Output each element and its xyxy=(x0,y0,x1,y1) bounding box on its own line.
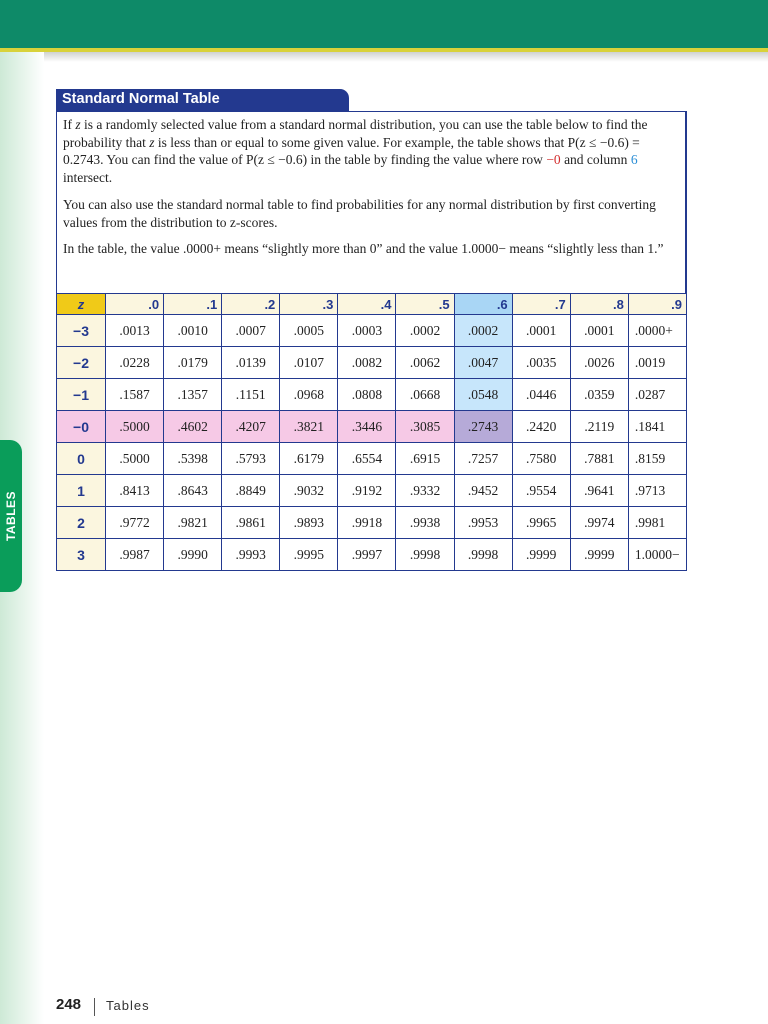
column-header: .7 xyxy=(512,294,570,315)
table-cell: .9998 xyxy=(396,539,454,571)
table-cell: .2119 xyxy=(570,411,628,443)
table-cell: .5000 xyxy=(106,443,164,475)
table-cell: .9965 xyxy=(512,507,570,539)
example-expression-2: P(z ≤ −0.6) xyxy=(245,152,308,167)
table-cell: .1841 xyxy=(628,411,686,443)
intro-paragraph-3: In the table, the value .0000+ means “slightly more than 0” and the value 1.0000− means “slightly less than 1.” xyxy=(63,241,664,256)
table-cell: .0107 xyxy=(280,347,338,379)
table-row xyxy=(57,475,687,507)
row-reference: −0 xyxy=(546,152,561,167)
table-header-row xyxy=(57,294,687,315)
row-header: −3 xyxy=(57,315,106,347)
table-cell: .0001 xyxy=(512,315,570,347)
table-cell: .6915 xyxy=(396,443,454,475)
table-cell: .0062 xyxy=(396,347,454,379)
table-cell: .0287 xyxy=(628,379,686,411)
table-row xyxy=(57,379,687,411)
table-cell: .9641 xyxy=(570,475,628,507)
column-header: .9 xyxy=(628,294,686,315)
row-header: 1 xyxy=(57,475,106,507)
table-cell: .0026 xyxy=(570,347,628,379)
table-cell: .5793 xyxy=(222,443,280,475)
table-cell: .0228 xyxy=(106,347,164,379)
header-shadow xyxy=(0,52,768,62)
column-header: .3 xyxy=(280,294,338,315)
table-cell: .8643 xyxy=(164,475,222,507)
table-cell: .0047 xyxy=(454,347,512,379)
table-cell: .8849 xyxy=(222,475,280,507)
table-cell: .9554 xyxy=(512,475,570,507)
table-cell: .9772 xyxy=(106,507,164,539)
table-cell: .0359 xyxy=(570,379,628,411)
table-cell: .0013 xyxy=(106,315,164,347)
column-header: .1 xyxy=(164,294,222,315)
table-cell: .9998 xyxy=(454,539,512,571)
table-cell: .0010 xyxy=(164,315,222,347)
table-cell: .7580 xyxy=(512,443,570,475)
table-cell: .1151 xyxy=(222,379,280,411)
table-cell: .0082 xyxy=(338,347,396,379)
footer-section-label: Tables xyxy=(106,998,150,1013)
table-cell: .0446 xyxy=(512,379,570,411)
example-expression: P(z ≤ −0.6) = 0.2743 xyxy=(63,134,640,167)
table-cell: .7881 xyxy=(570,443,628,475)
table-cell: .9192 xyxy=(338,475,396,507)
table-cell: .9993 xyxy=(222,539,280,571)
table-cell: .0000+ xyxy=(628,315,686,347)
table-row xyxy=(57,411,687,443)
column-header: .6 xyxy=(454,294,512,315)
table-row xyxy=(57,539,687,571)
table-cell: .9332 xyxy=(396,475,454,507)
table-cell: .6554 xyxy=(338,443,396,475)
table-cell: .4207 xyxy=(222,411,280,443)
section-title: Standard Normal Table xyxy=(62,91,220,107)
row-header: −0 xyxy=(57,411,106,443)
table-cell: .9995 xyxy=(280,539,338,571)
table-cell: .0019 xyxy=(628,347,686,379)
side-tab-tables[interactable] xyxy=(0,440,22,592)
table-cell: .9452 xyxy=(454,475,512,507)
table-row xyxy=(57,507,687,539)
table-cell: .9987 xyxy=(106,539,164,571)
table-cell: .9953 xyxy=(454,507,512,539)
page-number: 248 xyxy=(56,996,82,1013)
table-cell: .9990 xyxy=(164,539,222,571)
z-column-header: z xyxy=(57,294,106,315)
row-header: −2 xyxy=(57,347,106,379)
row-header: 0 xyxy=(57,443,106,475)
table-cell: .5000 xyxy=(106,411,164,443)
table-cell: .0139 xyxy=(222,347,280,379)
table-row xyxy=(57,315,687,347)
table-cell: .9999 xyxy=(570,539,628,571)
table-cell: .0668 xyxy=(396,379,454,411)
table-cell: .4602 xyxy=(164,411,222,443)
table-cell: .9893 xyxy=(280,507,338,539)
table-cell: .0002 xyxy=(454,315,512,347)
table-cell: .9713 xyxy=(628,475,686,507)
intro-paragraph-2: You can also use the standard normal table to find probabilities for any normal distribution by first converting values from the distribution to z-scores. xyxy=(63,197,656,230)
table-cell: .0179 xyxy=(164,347,222,379)
intro-paragraph-1: If z is a randomly selected value from a standard normal distribution, you can use the table below to find the probability that z is less than or equal to some given value. For example, the table shows that P(z ≤ −0.6) = 0.2743. You can find the value of P(z ≤ −0.6) in the table by finding the value where row −0 and column 6 intersect. xyxy=(63,117,648,185)
table-cell: .8159 xyxy=(628,443,686,475)
section-title-tab xyxy=(56,89,349,111)
side-tab-label: TABLES xyxy=(4,490,18,542)
table-cell: .9821 xyxy=(164,507,222,539)
table-cell: .9032 xyxy=(280,475,338,507)
table-cell: .9999 xyxy=(512,539,570,571)
row-header: 3 xyxy=(57,539,106,571)
table-cell: .0808 xyxy=(338,379,396,411)
table-cell: .7257 xyxy=(454,443,512,475)
column-header: .2 xyxy=(222,294,280,315)
table-cell: .0001 xyxy=(570,315,628,347)
table-cell: .5398 xyxy=(164,443,222,475)
table-cell: .3085 xyxy=(396,411,454,443)
row-header: 2 xyxy=(57,507,106,539)
column-reference: 6 xyxy=(630,152,638,167)
header-band xyxy=(0,0,768,48)
table-row xyxy=(57,347,687,379)
column-header: .4 xyxy=(338,294,396,315)
table-cell: .9997 xyxy=(338,539,396,571)
row-header: −1 xyxy=(57,379,106,411)
table-cell: .1587 xyxy=(106,379,164,411)
table-cell: .0002 xyxy=(396,315,454,347)
table-cell: .9974 xyxy=(570,507,628,539)
table-cell: .9981 xyxy=(628,507,686,539)
table-cell: .9918 xyxy=(338,507,396,539)
footer-divider xyxy=(94,998,95,1016)
table-cell: .6179 xyxy=(280,443,338,475)
table-cell: .8413 xyxy=(106,475,164,507)
table-cell: .2420 xyxy=(512,411,570,443)
column-header: .0 xyxy=(106,294,164,315)
table-cell: .1357 xyxy=(164,379,222,411)
column-header: .5 xyxy=(396,294,454,315)
table-cell: .9861 xyxy=(222,507,280,539)
table-cell: .2743 xyxy=(454,411,512,443)
table-cell: .3446 xyxy=(338,411,396,443)
table-cell: .0035 xyxy=(512,347,570,379)
table-cell: .0005 xyxy=(280,315,338,347)
table-cell: 1.0000− xyxy=(628,539,686,571)
table-row xyxy=(57,443,687,475)
table-cell: .0007 xyxy=(222,315,280,347)
column-header: .8 xyxy=(570,294,628,315)
table-cell: .0003 xyxy=(338,315,396,347)
table-cell: .3821 xyxy=(280,411,338,443)
standard-normal-table xyxy=(56,293,687,571)
table-cell: .9938 xyxy=(396,507,454,539)
table-cell: .0548 xyxy=(454,379,512,411)
intro-box xyxy=(56,111,687,294)
table-cell: .0968 xyxy=(280,379,338,411)
